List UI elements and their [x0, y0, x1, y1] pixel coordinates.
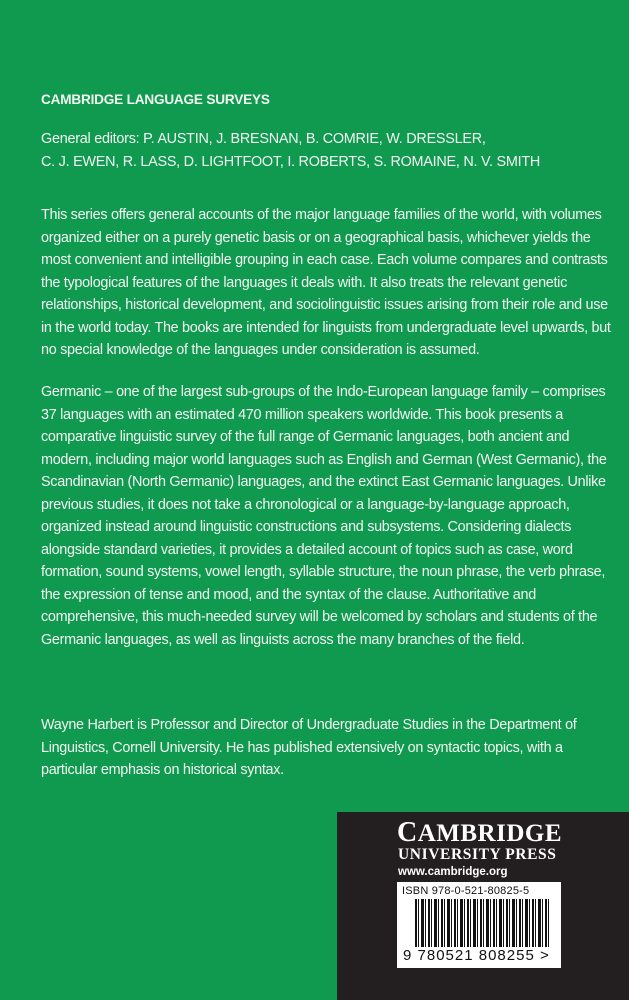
isbn-text: ISBN 978-0-521-80825-5 — [402, 885, 530, 897]
publisher-url: www.cambridge.org — [398, 866, 508, 878]
publisher-logo — [397, 817, 562, 849]
editors-line-1: General editors: P. AUSTIN, J. BRESNAN, B. COMRIE, W. DRESSLER, — [41, 131, 486, 147]
series-description: This series offers general accounts of the major language families of the world, with volumes organized either on a purely genetic basis or on a geographical basis, whichever yields the most convenient and intelligible grouping in each case. Each volume compares and contrasts the typological features of the languages it deals with. It also treats the relevant genetic relationships, historical development, and sociolinguistic issues arising from their role and use in the world today. The books are intended for linguists from undergraduate level upwards, but no special knowledge of the languages under consideration is assumed. — [41, 207, 611, 358]
publisher-subtitle: UNIVERSITY PRESS — [398, 846, 557, 863]
series-title: CAMBRIDGE LANGUAGE SURVEYS — [41, 92, 270, 107]
publisher-name-rest: AMBRIDGE — [417, 820, 563, 847]
ean-number: 9 780521 808255 > — [403, 947, 550, 964]
editors-line-2: C. J. EWEN, R. LASS, D. LIGHTFOOT, I. ROBERTS, S. ROMAINE, N. V. SMITH — [41, 153, 541, 170]
book-description: Germanic – one of the largest sub-groups of the Indo-European language family – comprises 37 languages with an estimated 470 million speakers worldwide. This book presents a comparative linguistic survey of the full range of Germanic languages, both ancient and modern, including major world languages such as English and German (West Germanic), the Scandinavian (North Germanic) languages, and the extinct East Germanic languages. Unlike previous studies, it does not take a chronological or a language-by-language approach, organized instead around linguistic constructions and subsystems. Considering dialects alongside standard varieties, it provides a detailed account of topics such as case, word formation, sound systems, vowel length, syllable structure, the noun phrase, the verb phrase, the expression of tense and mood, and the syntax of the clause. Authoritative and comprehensive, this much-needed survey will be welcomed by scholars and students of the Germanic languages, as well as linguists across the many branches of the field. — [41, 384, 607, 648]
publisher-initial: C — [397, 817, 418, 848]
general-editors — [41, 128, 540, 173]
barcode-bars-icon — [415, 899, 551, 951]
isbn-barcode — [397, 882, 561, 968]
publisher-block — [337, 812, 629, 1000]
author-bio: Wayne Harbert is Professor and Director of Undergraduate Studies in the Department of Linguistics, Cornell University. He has published extensively on syntactic topics, with a particular emphasis on historical syntax. — [41, 717, 577, 778]
